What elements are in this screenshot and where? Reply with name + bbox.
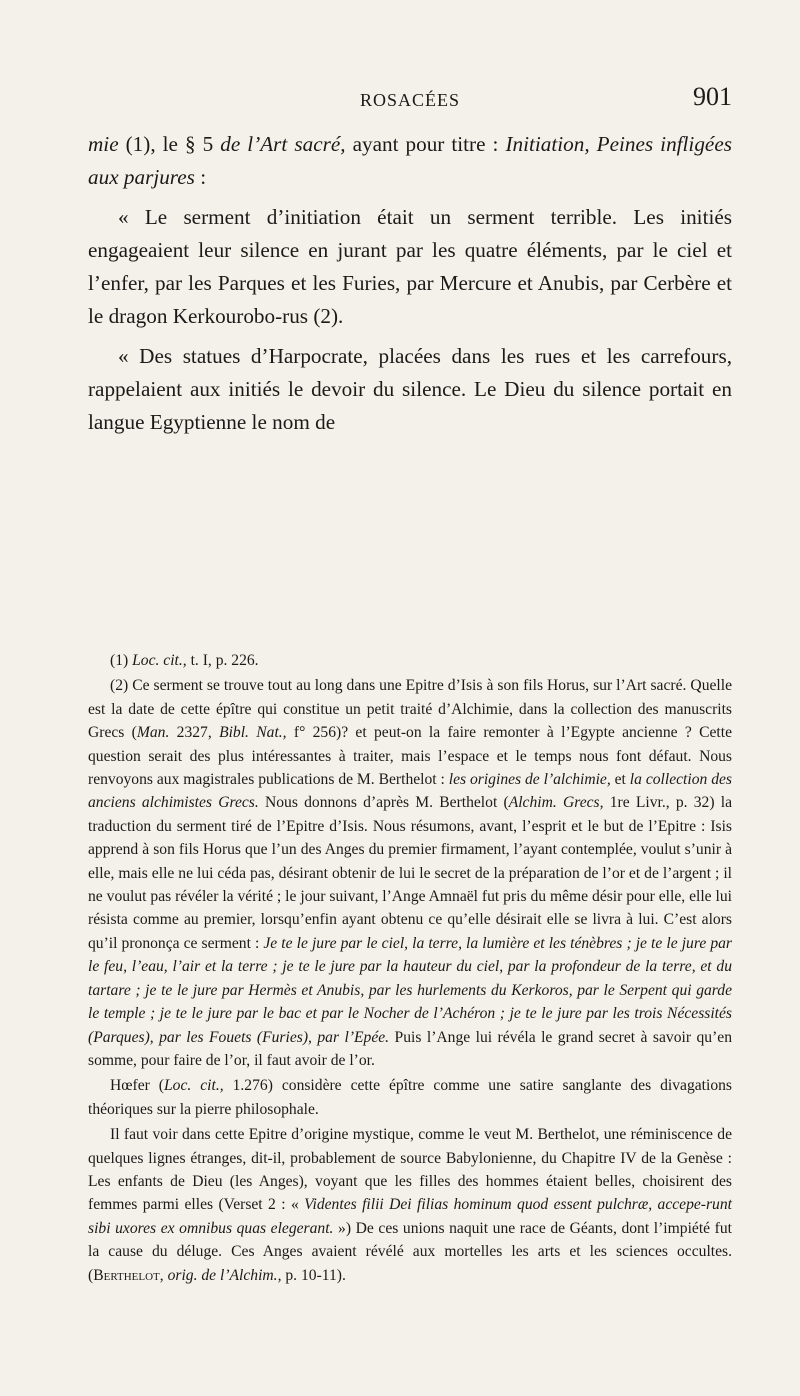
text-fragment: (1), le § 5 xyxy=(118,132,221,156)
text-fragment: mie xyxy=(88,132,119,156)
author-name: Berthelot, xyxy=(93,1266,164,1284)
text-fragment: Je te le jure par le ciel, la terre, la lumière et les ténèbres ; je te le jure par le feu, l’eau, l’air et la terre ; je te le jure par la hauteur du ciel, par la profondeur de la terre, et du tartare ; je te le jure par Hermès et Anubis, par les hurlements du Kerkoros, par le Serpent qui garde le temple ; je te le jure par le bac et par le Nocher de l’Achéron ; je te le jure par les trois Nécessités (Parques), par les Fouets (Furies), par l’Epée. xyxy=(88,934,732,1046)
paragraph-3: « Des statues d’Harpocrate, placées dans les rues et les carrefours, rappelaient aux initiés le devoir du silence. Le Dieu du silence portait en langue Egyptienne le nom de xyxy=(88,344,732,434)
text-fragment: t. I, p. 226. xyxy=(186,652,259,669)
text-fragment: Loc. cit., xyxy=(132,652,187,669)
text-fragment: Alchim. Grecs, xyxy=(508,794,604,812)
paragraph-1 xyxy=(88,128,732,194)
text-fragment: Loc. cit., xyxy=(164,1077,224,1095)
text-fragment: Bibl. Nat., xyxy=(219,724,287,742)
text-fragment: et xyxy=(610,771,630,789)
text-fragment: de l’Art sacré, xyxy=(220,132,346,156)
text-fragment: orig. de l’Alchim., xyxy=(167,1266,282,1284)
paragraph-2: « Le serment d’initiation était un serment terrible. Les initiés engageaient leur silence en jurant par les quatre éléments, par le ciel et l’enfer, par les Parques et les Furies, par Mercure et Anubis, par Cerbère et le dragon Kerkourobo-rus (2). xyxy=(88,205,732,328)
text-fragment: (1) xyxy=(110,652,133,669)
running-head xyxy=(88,82,732,116)
text-fragment: la collection des anciens alchimistes Grecs. xyxy=(88,771,732,812)
footnotes xyxy=(88,649,732,1289)
main-text xyxy=(88,128,732,446)
text-fragment: Man. xyxy=(136,724,170,742)
text-fragment: Puis l’Ange lui révéla le grand secret à savoir qu’en somme, pour faire de l’or, il faut avoir de l’or. xyxy=(88,1028,732,1069)
text-fragment: les origines de l’alchimie, xyxy=(448,771,611,789)
text-fragment: 1.276) considère cette épître comme une satire sanglante des divagations théoriques sur la pierre philosophale. xyxy=(88,1077,733,1118)
text-fragment: Hœfer ( xyxy=(110,1077,164,1095)
footnote-1 xyxy=(88,649,732,672)
text-fragment: p. 10-11). xyxy=(281,1266,346,1284)
page-number: 901 xyxy=(693,82,732,111)
text-fragment: Nous donnons d’après M. Berthelot ( xyxy=(258,794,509,812)
text-fragment: ») De ces unions naquit une race de Géants, dont l’impiété fut la cause du déluge. Ces Anges avaient révélé aux mortelles les arts et les sciences occultes. ( xyxy=(88,1219,732,1284)
text-fragment: : xyxy=(194,165,207,189)
footnote-4 xyxy=(88,1123,732,1287)
text-fragment: ayant pour titre : xyxy=(345,132,506,156)
text-fragment: Il faut voir dans cette Epitre d’origine mystique, comme le veut M. Berthelot, une réminiscence de quelques lignes étranges, dit-il, probablement de source Babylonienne, du Chapitre IV de la Genèse : Les enfants de Dieu (les Anges), voyant que les filles des hommes étaient belles, choisirent des femmes parmi elles (Verset 2 : « xyxy=(88,1126,732,1214)
text-fragment: 1re Livr., p. 32) la traduction du serment tiré de l’Epitre d’Isis. Nous résumons, avant, l’esprit et le but de l’Epitre : Isis apprend à son fils Horus que l’un des Anges du premier firmament, l’ayant contemplée, voulut s’unir à elle, mais elle ne lui céda pas, désirant obtenir de lui le secret de la préparation de l’or et de l’argent ; il ne voulut pas révéler la vérité ; le jour suivant, l’Ange Amnaël fut pris du même désir pour elle, elle lui résista comme au premier, lorsqu’enfin ayant obtenu ce qu’elle désirait elle se livra à lui. C’est alors qu’il prononça ce serment : xyxy=(88,794,732,952)
text-fragment: (2) Ce serment se trouve tout au long dans une Epitre d’Isis à son fils Horus, sur l’Art sacré. Quelle est la date de cette épître qui constitue un petit traité d’Alchimie, dans la collection des manuscrits Grecs ( xyxy=(88,677,732,742)
footnote-2 xyxy=(88,674,732,1072)
text-fragment: Videntes filii Dei filias hominum quod essent pulchræ, accepe-runt sibi uxores ex omnibus quas elegerant. xyxy=(88,1196,732,1237)
text-fragment: Initiation, Peines infligées aux parjures xyxy=(88,132,732,189)
footnote-3 xyxy=(88,1074,732,1121)
running-title: ROSACÉES xyxy=(359,90,461,110)
text-fragment: f° 256)? et peut-on la faire remonter à l’Egypte ancienne ? Cette question serait des plus intéressantes à traiter, mais l’espace et le temps nous font défaut. Nous renvoyons aux magistrales publications de M. Berthelot : xyxy=(88,724,732,789)
text-fragment: 2327, xyxy=(169,724,220,742)
